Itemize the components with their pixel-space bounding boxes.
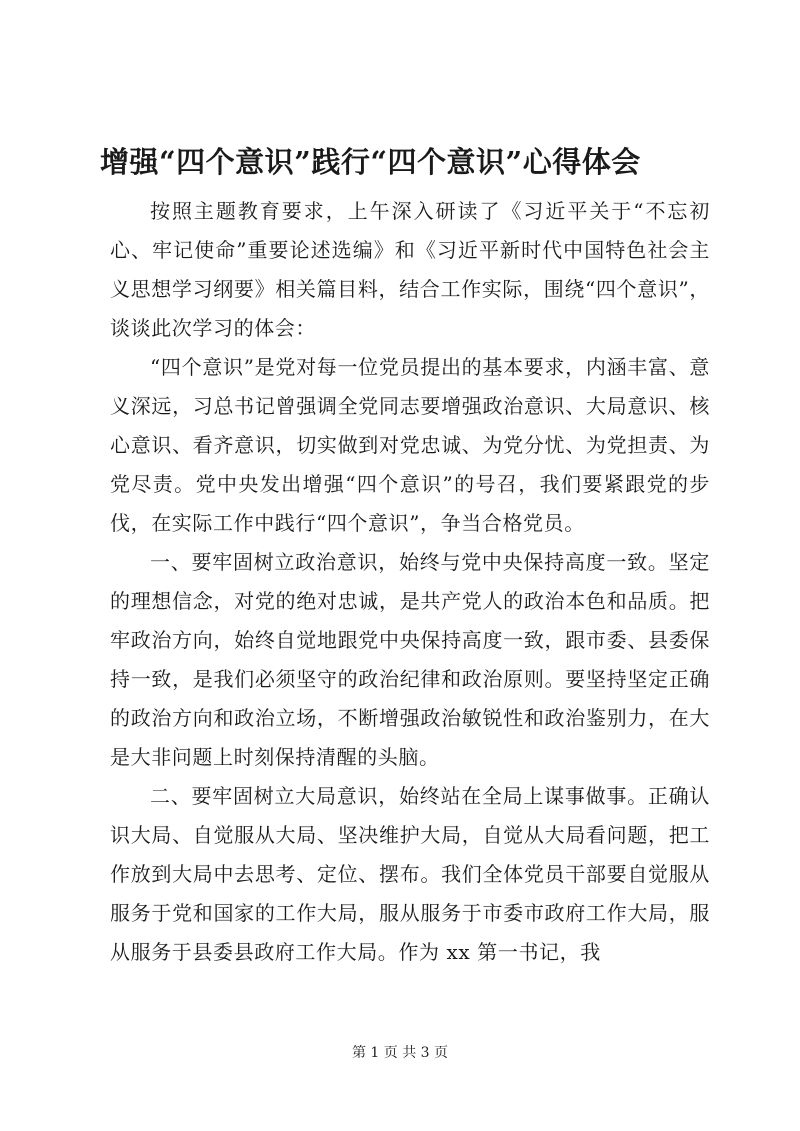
paragraph-intro: 按照主题教育要求，上午深入研读了《习近平关于“不忘初心、牢记使命”重要论述选编》和《习近平新时代中国特色社会主义思想学习纲要》相关篇目料，结合工作实际，围绕“四个意识”，谈谈此次学习的体会： <box>110 199 710 340</box>
paragraph-overall-consciousness: 二、要牢固树立大局意识，始终站在全局上谋事做事。正确认识大局、自觉服从大局、坚决维护大局，自觉从大局看问题，把工作放到大局中去思考、定位、摆布。我们全体党员干部要自觉服从服务于党和国家的工作大局，服从服务于市委市政府工作大局，服从服务于县委县政府工作大局。作为 xx 第一书记，我 <box>110 784 710 964</box>
page-footer: 第 1 页 共 3 页 <box>351 1045 449 1061</box>
document-body <box>110 192 710 972</box>
paragraph-four-consciousness: “四个意识”是党对每一位党员提出的基本要求，内涵丰富、意义深远，习总书记曾强调全党同志要增强政治意识、大局意识、核心意识、看齐意识，切实做到对党忠诚、为党分忧、为党担责、为党尽责。党中央发出增强“四个意识”的号召，我们要紧跟党的步伐，在实际工作中践行“四个意识”，争当合格党员。 <box>110 355 710 535</box>
paragraph-political-consciousness: 一、要牢固树立政治意识，始终与党中央保持高度一致。坚定的理想信念，对党的绝对忠诚，是共产党人的政治本色和品质。把牢政治方向，始终自觉地跟党中央保持高度一致，跟市委、县委保持一致，是我们必须坚守的政治纪律和政治原则。要坚持坚定正确的政治方向和政治立场，不断增强政治敏锐性和政治鉴别力，在大是大非问题上时刻保持清醒的头脑。 <box>110 550 710 769</box>
document-title: 增强“四个意识”践行“四个意识”心得体会 <box>100 145 641 179</box>
